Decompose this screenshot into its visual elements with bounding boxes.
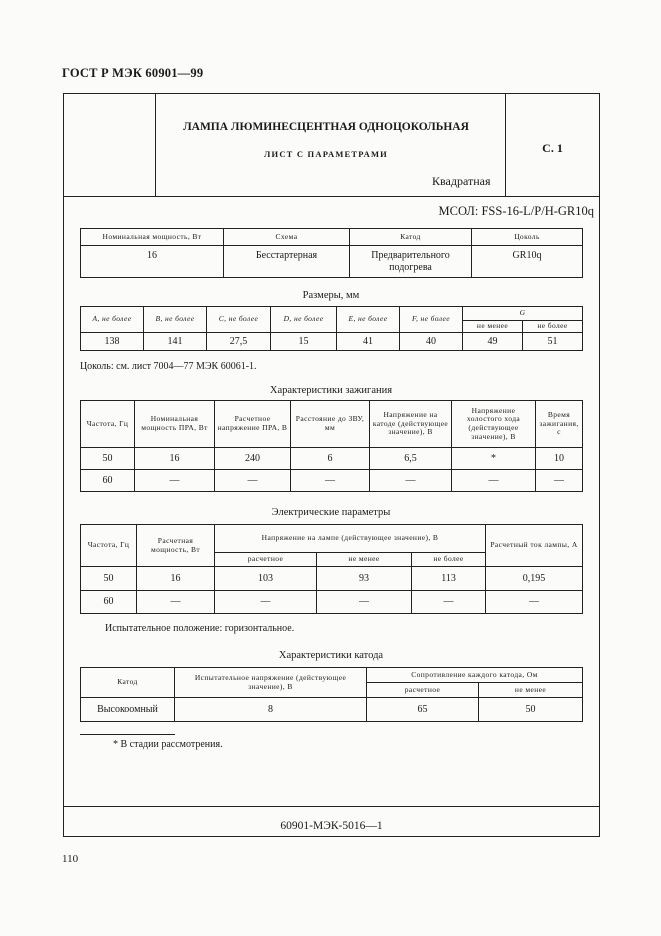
dim-value-d: 15	[271, 333, 337, 351]
cath-header-resistance: Сопротивление каждого катода, Ом	[367, 668, 583, 683]
ign-header-ballast-power: Номинальная мощность ПРА, Вт	[135, 401, 215, 448]
table-cell: 93	[317, 567, 412, 591]
dim-header-g: G	[463, 307, 583, 321]
lamp-title: ЛАМПА ЛЮМИНЕСЦЕНТНАЯ ОДНОЦОКОЛЬНАЯ	[183, 121, 469, 133]
el-header-min: не менее	[317, 553, 412, 567]
cath-header-voltage: Испытательное напряжение (действующее значение), В	[175, 668, 367, 698]
header-bottom-rule	[63, 196, 600, 197]
table-cell: *	[452, 448, 536, 470]
el-header-max: не более	[412, 553, 486, 567]
sheet-number: С. 1	[542, 141, 563, 155]
dim-header-d: D, не более	[271, 307, 337, 333]
table-cell: 50	[479, 698, 583, 722]
lamp-shape: Квадратная	[432, 174, 491, 188]
table-cell: 240	[215, 448, 291, 470]
table-cell: 113	[412, 567, 486, 591]
ign-header-time: Время зажигания, с	[536, 401, 583, 448]
dim-header-f: F, не более	[400, 307, 463, 333]
dim-value-g-min: 49	[463, 333, 523, 351]
cath-header-rated: расчетное	[367, 683, 479, 698]
general-header-power: Номинальная мощность, Вт	[81, 229, 224, 246]
table-cell: —	[215, 591, 317, 614]
dim-header-e: E, не более	[337, 307, 400, 333]
general-value-power: 16	[81, 246, 224, 278]
cath-header-type: Катод	[81, 668, 175, 698]
table-cell: —	[452, 470, 536, 492]
table-cell: 50	[81, 448, 135, 470]
el-header-freq: Частота, Гц	[81, 525, 137, 567]
dimensions-caption: Размеры, мм	[302, 290, 360, 301]
footnote: * В стадии рассмотрения.	[113, 739, 223, 750]
table-cell: —	[135, 470, 215, 492]
table-cell: —	[317, 591, 412, 614]
general-table	[80, 228, 583, 278]
table-cell: 8	[175, 698, 367, 722]
table-cell: 0,195	[486, 567, 583, 591]
dim-value-a: 138	[81, 333, 144, 351]
general-header-cathode: Катод	[350, 229, 472, 246]
dim-value-f: 40	[400, 333, 463, 351]
table-cell: 16	[137, 567, 215, 591]
table-cell: 103	[215, 567, 317, 591]
ignition-table	[80, 400, 583, 492]
cathode-table	[80, 667, 583, 722]
ign-header-distance: Расстояние до ЗВУ, мм	[291, 401, 370, 448]
ign-header-open-circuit: Напряжение холостого хода (действующее значение), В	[452, 401, 536, 448]
footer-code: 60901-МЭК-5016—1	[280, 820, 383, 832]
dim-value-b: 141	[144, 333, 207, 351]
dim-header-g-min: не менее	[463, 321, 523, 333]
footnote-rule	[80, 734, 175, 735]
dim-header-g-max: не более	[523, 321, 583, 333]
table-cell: 50	[81, 567, 137, 591]
el-header-current: Расчетный ток лампы, А	[486, 525, 583, 567]
general-header-base: Цоколь	[472, 229, 583, 246]
header-divider-left	[155, 93, 156, 196]
table-cell: —	[536, 470, 583, 492]
table-cell: —	[370, 470, 452, 492]
electrical-caption: Электрические параметры	[271, 507, 391, 518]
dim-value-e: 41	[337, 333, 400, 351]
ignition-caption: Характеристики зажигания	[269, 385, 393, 396]
table-cell: 6	[291, 448, 370, 470]
footer-top-rule	[63, 806, 600, 807]
standard-code: ГОСТ Р МЭК 60901—99	[62, 66, 204, 80]
table-cell: 65	[367, 698, 479, 722]
table-cell: —	[412, 591, 486, 614]
dim-value-c: 27,5	[207, 333, 271, 351]
dim-header-b: B, не более	[144, 307, 207, 333]
el-header-rated: расчетное	[215, 553, 317, 567]
general-value-base: GR10q	[472, 246, 583, 278]
dim-value-g-max: 51	[523, 333, 583, 351]
table-cell: Высокоомный	[81, 698, 175, 722]
table-cell: 6,5	[370, 448, 452, 470]
table-cell: 10	[536, 448, 583, 470]
general-value-scheme: Бесстартерная	[224, 246, 350, 278]
test-position-note: Испытательное положение: горизонтальное.	[105, 623, 295, 634]
table-cell: 16	[135, 448, 215, 470]
general-header-scheme: Схема	[224, 229, 350, 246]
table-cell: —	[215, 470, 291, 492]
table-cell: 60	[81, 470, 135, 492]
sheet-subtitle: ЛИСТ С ПАРАМЕТРАМИ	[264, 149, 388, 159]
electrical-table	[80, 524, 583, 614]
table-cell: —	[291, 470, 370, 492]
base-note: Цоколь: см. лист 7004—77 МЭК 60061-1.	[80, 361, 257, 372]
ign-header-cathode-voltage: Напряжение на катоде (действующее значение), В	[370, 401, 452, 448]
dim-header-c: C, не более	[207, 307, 271, 333]
general-value-cathode: Предварительного подогрева	[350, 246, 472, 278]
table-cell: —	[137, 591, 215, 614]
table-cell: 60	[81, 591, 137, 614]
page-number: 110	[62, 853, 79, 865]
lamp-designation: МСОЛ: FSS-16-L/P/H-GR10q	[438, 204, 594, 218]
cath-header-min: не менее	[479, 683, 583, 698]
dim-header-a: A, не более	[81, 307, 144, 333]
el-header-voltage: Напряжение на лампе (действующее значение), В	[215, 525, 486, 553]
ign-header-freq: Частота, Гц	[81, 401, 135, 448]
table-cell: —	[486, 591, 583, 614]
el-header-power: Расчетная мощность, Вт	[137, 525, 215, 567]
cathode-caption: Характеристики катода	[278, 650, 384, 661]
ign-header-ballast-voltage: Расчетное напряжение ПРА, В	[215, 401, 291, 448]
dimensions-table	[80, 306, 583, 351]
